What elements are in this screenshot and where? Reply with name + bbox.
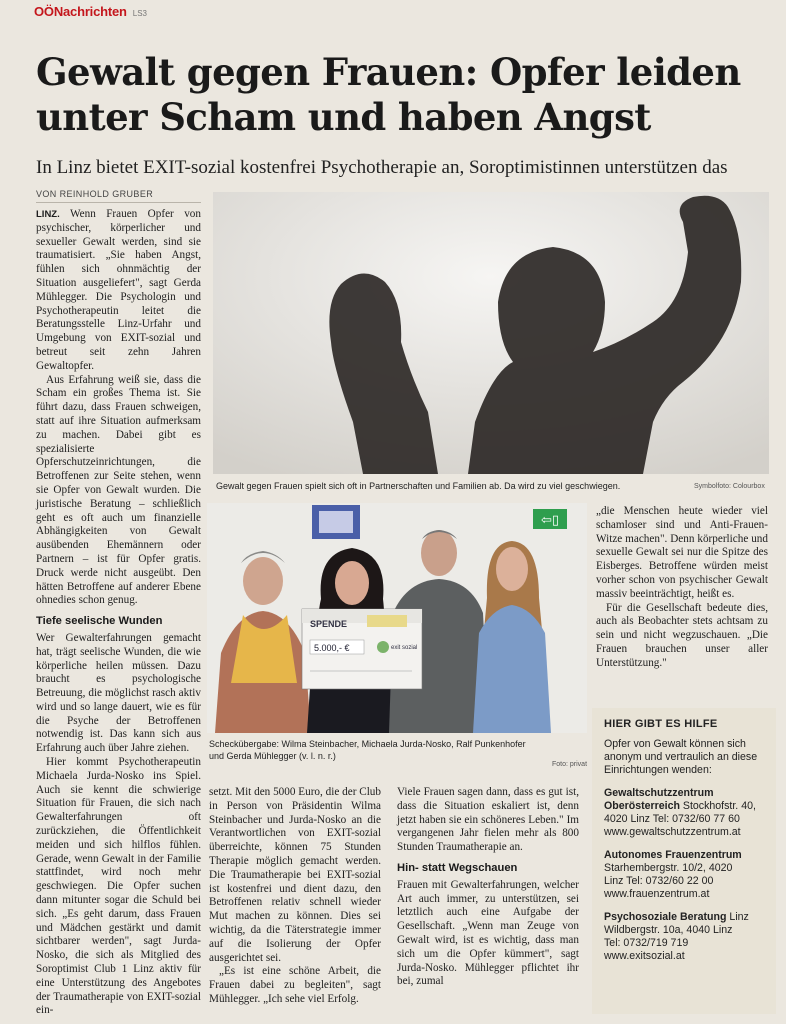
page-number: LS3 bbox=[132, 9, 147, 18]
article-paragraph: Aus Erfahrung weiß sie, dass die Scham ein großes Thema ist. Sie führt dazu, dass Frauen schweigen, statt auf ihre Situation aufmerksam zu machen. Dabei gibt es spezialisierte Opferschutzeinrichtungen, die Betroffenen zur Seite stehen, wenn sie Opfer von Gewalt wurden. Die juristische Beratung – schließlich geht es oft auch um finanzielle Abhängigkeiten von Gewalt ausübenden Ehemännern oder Partnern – ist für Opfer gratis. Druck werde nicht ausgeübt. Den hätten Betroffene auf anderer Ebene ohnedies schon genug. bbox=[36, 373, 201, 607]
photo1-credit: Symbolfoto: Colourbox bbox=[694, 483, 765, 490]
article-paragraph: „die Menschen heute wieder viel schamloser sind und Anti-Frauen-Witze machen". Denn körperliche und sexuelle Gewalt sei nur die Spitze des Eisberges. Betroffene würden meist vorher schon von psychischer Gewalt massiv beeinträchtigt, heißt es. bbox=[596, 505, 768, 600]
article-column-4 bbox=[596, 505, 768, 671]
paragraph-text: Wenn Frauen Opfer von psychischer, körperlicher und sexueller Gewalt werden, sind sie traumatisiert. „Sie haben Angst, fühlen sich ohnmächtig der Situation ausgeliefert", sagt Gerda Mühlegger. Die Psychologin und Psychotherapeutin leitet die Beratungsstelle Linz-Urfahr und Umgebung von EXIT-sozial und betreut seit zehn Jahren Gewaltopfer. bbox=[36, 208, 201, 372]
article-paragraph: Viele Frauen sagen dann, dass es gut ist, dass die Situation eskaliert ist, denn jetzt haben sie ein schöneres Leben." Im vergangenen Jahr fielen mehr als 800 Stunden Traumatherapie an. bbox=[397, 786, 579, 854]
section-heading: Tiefe seelische Wunden bbox=[36, 615, 163, 628]
article-paragraph: setzt. Mit den 5000 Euro, die der Club in Person von Präsidentin Wilma Steinbacher und Jurda-Nosko an die Verantwortlichen von EXIT-sozial überreichte, können 75 Stunden Therapie möglich gemacht werden. Die Traumatherapie bei EXIT-sozial ist kostenfrei und dient dazu, den Betroffenen relativ schnell wieder Mut machen zu können. Dies sei wichtig, da die Täterstrategie immer auf die Isolierung der Opfer ausgerichtet sei. bbox=[209, 786, 381, 964]
article-paragraph: Für die Gesellschaft bedeute dies, auch als Beobachter stets achtsam zu sein und nicht wegzuschauen. „Die Frauen brauchen unser aller Unterstützung." bbox=[596, 601, 768, 669]
svg-text:⇦▯: ⇦▯ bbox=[540, 513, 560, 528]
help-info-box bbox=[592, 708, 776, 1014]
help-entry bbox=[604, 911, 768, 963]
article-paragraph bbox=[36, 208, 201, 374]
article-paragraph: Hier kommt Psychotherapeutin Michaela Jurda-Nosko ins Spiel. Auch sie kennt die schwierige Situation für Frauen, die sich nach Gewalterfahrungen oft zurückziehen, die Öffentlichkeit meiden und sich hilflos fühlen. Gerade, wenn Gewalt in der Familie stattfindet, wird noch mehr geschwiegen. Die Opfer suchen dann mitunter sogar die Schuld bei sich. „Es geht darum, dass Frauen und Mädchen gestärkt und damit sichtbarer werden", sagt Jurda-Nosko, die sich als Mitglied des Soroptimist Club 1 Linz aktiv für eine Unterstützung des Angebotes der Traumatherapie von EXIT-sozial ein- bbox=[36, 756, 201, 1017]
photo2-caption: Scheckübergabe: Wilma Steinbacher, Michaela Jurda-Nosko, Ralf Punkenhofer und Gerda Mühlegger (v. l. n. r.) bbox=[209, 739, 526, 761]
photo1-caption: Gewalt gegen Frauen spielt sich oft in Partnerschaften und Familien ab. Da wird zu viel geschwiegen. bbox=[216, 481, 621, 491]
masthead bbox=[34, 4, 147, 20]
subheadline: In Linz bietet EXIT-sozial kostenfrei Psychotherapie an, Soroptimistinnen unterstützen das bbox=[36, 157, 728, 178]
check-handover-photo bbox=[207, 503, 587, 733]
entry-city: Linz bbox=[729, 911, 749, 923]
info-box-title: HIER GIBT ES HILFE bbox=[604, 718, 718, 730]
help-entry bbox=[604, 787, 768, 839]
headline: Gewalt gegen Frauen: Opfer leiden unter Scham und haben Angst bbox=[36, 50, 741, 139]
help-entry bbox=[604, 849, 768, 901]
byline-divider bbox=[36, 202, 201, 203]
entry-phone: Linz Tel: 0732/60 22 00 bbox=[604, 875, 714, 887]
entry-name: Gewaltschutzzentrum Oberösterreich bbox=[604, 787, 714, 812]
entry-website[interactable]: www.gewaltschutzzentrum.at bbox=[604, 826, 741, 838]
photo2-credit: Foto: privat bbox=[552, 761, 588, 768]
entry-name: Psychosoziale Beratung bbox=[604, 911, 727, 923]
dateline: LINZ. bbox=[36, 209, 60, 220]
entry-phone: 4020 Linz Tel: 0732/60 77 60 bbox=[604, 813, 740, 825]
byline-prefix: VON REINHOLD bbox=[36, 189, 110, 199]
silhouette-image bbox=[213, 192, 769, 474]
article-paragraph: Wer Gewalterfahrungen gemacht hat, trägt seelische Wunden, die wie körperliche heilen müssen. Dazu braucht es psychologische Betreuung, die möglichst rasch aktiv wird und so lange dauert, wie es für die Psyche der Betroffenen notwendig ist. Das kann sich aus Erfahrung auch über Jahre ziehen. bbox=[36, 631, 201, 755]
entry-website[interactable]: www.exitsozial.at bbox=[604, 950, 685, 962]
entry-address: Stockhofstr. 40, bbox=[682, 800, 756, 812]
article-paragraph: „Es ist eine schöne Arbeit, die Frauen dabei zu begleiten", sagt Mühlegger. „Ich sehe viel Erfolg. bbox=[209, 965, 381, 1005]
byline bbox=[36, 189, 216, 199]
article-column-3 bbox=[397, 786, 579, 989]
newspaper-logo: OÖNachrichten bbox=[34, 4, 127, 19]
check-title: SPENDE bbox=[310, 619, 348, 629]
entry-phone: Tel: 0732/719 719 bbox=[604, 937, 689, 949]
symbol-photo-violence bbox=[213, 192, 769, 474]
check-amount: 5.000,- € bbox=[314, 643, 350, 653]
article-column-2 bbox=[209, 786, 381, 1007]
info-box-intro: Opfer von Gewalt können sich anonym und vertraulich an diese Einrichtungen wenden: bbox=[604, 738, 758, 776]
group-photo-image bbox=[207, 503, 587, 733]
article-paragraph: Frauen mit Gewalterfahrungen, welcher Art auch immer, zu unterstützen, sei letztlich auch eine Aufgabe der Gesellschaft. „Wenn man Zeuge von Gewalt wird, ist es wichtig, dass man sich um die Opfer kümmert", sagt Jurda-Nosko. Mühlegger pflichtet ihr bei, zumal bbox=[397, 878, 579, 988]
entry-address: Starhembergstr. 10/2, 4020 bbox=[604, 862, 733, 874]
check-logo-text: exit sozial bbox=[391, 645, 418, 651]
section-heading: Hin- statt Wegschauen bbox=[397, 861, 518, 874]
entry-name: Autonomes Frauenzentrum bbox=[604, 849, 742, 861]
byline-name: GRUBER bbox=[112, 189, 154, 199]
article-column-1 bbox=[36, 208, 201, 1018]
entry-website[interactable]: www.frauenzentrum.at bbox=[604, 888, 710, 900]
entry-address: Wildbergstr. 10a, 4040 Linz bbox=[604, 924, 733, 936]
